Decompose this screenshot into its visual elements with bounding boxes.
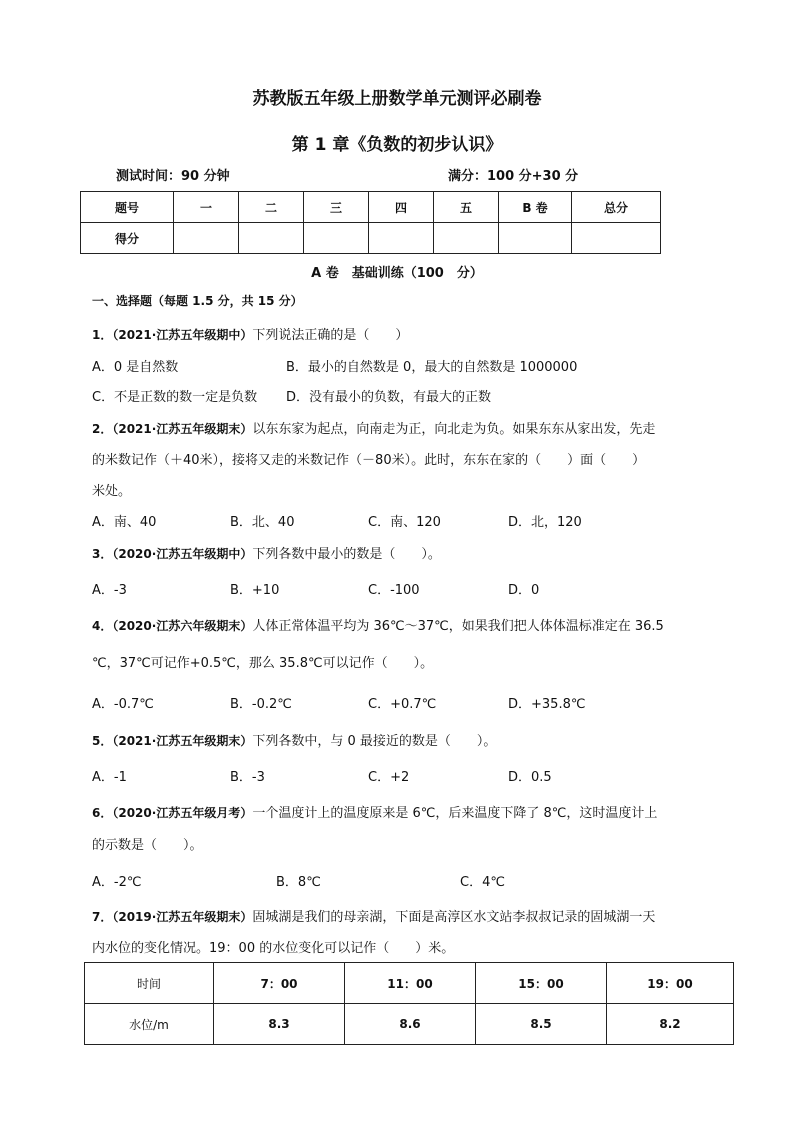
question-source: （2019·江苏五年级期末）: [112, 910, 253, 924]
question-2-line-3: 米处。: [92, 484, 132, 499]
question-number: 7．: [92, 910, 113, 924]
score-input-cell[interactable]: [174, 223, 239, 254]
q2-option-b[interactable]: B．北、40: [230, 515, 295, 530]
chapter-title: 第 1 章《负数的初步认识》: [291, 135, 503, 155]
q3-option-b[interactable]: B．+10: [230, 583, 280, 598]
score-header-cell: 四: [369, 192, 434, 223]
score-input-cell[interactable]: [239, 223, 304, 254]
section-a-heading: A 卷 基础训练（100 分）: [311, 266, 483, 281]
page-title: 苏教版五年级上册数学单元测评必刷卷: [252, 89, 542, 109]
question-3: [92, 543, 441, 562]
score-row-label: 得分: [81, 223, 174, 254]
score-header-cell: 五: [434, 192, 499, 223]
score-input-cell[interactable]: [499, 223, 572, 254]
question-2-line-2: 的米数记作（＋40米），接将又走的米数记作（－80米）。此时，东东在家的（ ）面（ ）: [92, 453, 646, 468]
score-input-cell[interactable]: [369, 223, 434, 254]
q5-option-a[interactable]: A．-1: [92, 770, 127, 785]
q6-option-c[interactable]: C．4℃: [460, 875, 505, 890]
question-text: 下列各数中，与 0 最接近的数是（ ）。: [252, 734, 497, 749]
q5-option-b[interactable]: B．-3: [230, 770, 265, 785]
water-level-table: [84, 962, 734, 1045]
water-table-cell: 11：00: [345, 963, 476, 1004]
q4-option-d[interactable]: D．+35.8℃: [508, 697, 586, 712]
q5-option-c[interactable]: C．+2: [368, 770, 410, 785]
question-4-line-2: ℃，37℃可记作+0.5℃，那么 35.8℃可以记作（ ）。: [92, 656, 434, 671]
question-4: [92, 615, 664, 634]
water-table-cell: 水位/m: [85, 1004, 214, 1045]
water-table-cell: 19：00: [607, 963, 734, 1004]
q4-option-b[interactable]: B．-0.2℃: [230, 697, 292, 712]
q5-option-d[interactable]: D．0.5: [508, 770, 552, 785]
question-source: （2021·江苏五年级期末）: [112, 734, 253, 748]
q3-option-c[interactable]: C．-100: [368, 583, 420, 598]
water-table-cell: 8.3: [214, 1004, 345, 1045]
water-table-level-row: [85, 1004, 734, 1045]
question-source: （2021·江苏五年级期末）: [112, 422, 253, 436]
section-1-heading: 一、选择题（每题 1.5 分，共 15 分）: [92, 294, 303, 308]
question-2: [92, 418, 655, 437]
question-source: （2020·江苏五年级期中）: [112, 547, 253, 561]
question-number: 5．: [92, 734, 113, 748]
water-table-cell: 8.2: [607, 1004, 734, 1045]
question-number: 6．: [92, 806, 113, 820]
q1-option-d[interactable]: D．没有最小的负数，有最大的正数: [286, 390, 492, 405]
q6-option-b[interactable]: B．8℃: [276, 875, 321, 890]
q3-option-d[interactable]: D．0: [508, 583, 540, 598]
water-table-cell: 8.5: [476, 1004, 607, 1045]
score-table-score-row: [81, 223, 661, 254]
water-table-time-row: [85, 963, 734, 1004]
question-6-line-2: 的示数是（ ）。: [92, 838, 203, 853]
question-source: （2021·江苏五年级期中）: [112, 328, 253, 342]
question-text: 以东东家为起点，向南走为正，向北走为负。如果东东从家出发，先走: [252, 422, 656, 437]
q6-option-a[interactable]: A．-2℃: [92, 875, 142, 890]
question-text: 下列各数中最小的数是（ ）。: [252, 547, 441, 562]
score-header-cell: 三: [304, 192, 369, 223]
question-source: （2020·江苏五年级月考）: [112, 806, 253, 820]
question-number: 3．: [92, 547, 113, 561]
question-text: 人体正常体温平均为 36℃～37℃，如果我们把人体体温标准定在 36.5: [252, 619, 664, 634]
score-header-cell: 总分: [572, 192, 661, 223]
q1-option-c[interactable]: C．不是正数的数一定是负数: [92, 390, 258, 405]
score-table: [80, 191, 661, 254]
question-7-line-2: 内水位的变化情况。19：00 的水位变化可以记作（ ）米。: [92, 941, 455, 956]
full-score: 满分：100 分+30 分: [448, 169, 579, 184]
q2-option-a[interactable]: A．南、40: [92, 515, 157, 530]
question-1: [92, 324, 408, 343]
q2-option-d[interactable]: D．北，120: [508, 515, 582, 530]
q1-option-a[interactable]: A．0 是自然数: [92, 360, 179, 375]
score-input-cell[interactable]: [304, 223, 369, 254]
score-header-cell: B 卷: [499, 192, 572, 223]
question-text: 固城湖是我们的母亲湖，下面是高淳区水文站李叔叔记录的固城湖一天: [252, 910, 656, 925]
q4-option-c[interactable]: C．+0.7℃: [368, 697, 437, 712]
question-6: [92, 802, 657, 821]
q2-option-c[interactable]: C．南、120: [368, 515, 441, 530]
score-input-cell[interactable]: [572, 223, 661, 254]
q4-option-a[interactable]: A．-0.7℃: [92, 697, 154, 712]
water-table-cell: 7：00: [214, 963, 345, 1004]
score-header-cell: 一: [174, 192, 239, 223]
score-table-header-row: [81, 192, 661, 223]
score-input-cell[interactable]: [434, 223, 499, 254]
question-number: 1．: [92, 328, 113, 342]
question-number: 2．: [92, 422, 113, 436]
test-time: 测试时间：90 分钟: [116, 169, 230, 184]
question-text: 一个温度计上的温度原来是 6℃，后来温度下降了 8℃，这时温度计上: [252, 806, 658, 821]
water-table-cell: 8.6: [345, 1004, 476, 1045]
question-text: 下列说法正确的是（ ）: [252, 328, 409, 343]
score-header-cell: 二: [239, 192, 304, 223]
score-header-cell: 题号: [81, 192, 174, 223]
question-7: [92, 906, 655, 925]
water-table-cell: 15：00: [476, 963, 607, 1004]
question-source: （2020·江苏六年级期末）: [112, 619, 253, 633]
question-5: [92, 730, 496, 749]
question-number: 4．: [92, 619, 113, 633]
q3-option-a[interactable]: A．-3: [92, 583, 127, 598]
q1-option-b[interactable]: B．最小的自然数是 0，最大的自然数是 1000000: [286, 360, 578, 375]
water-table-cell: 时间: [85, 963, 214, 1004]
